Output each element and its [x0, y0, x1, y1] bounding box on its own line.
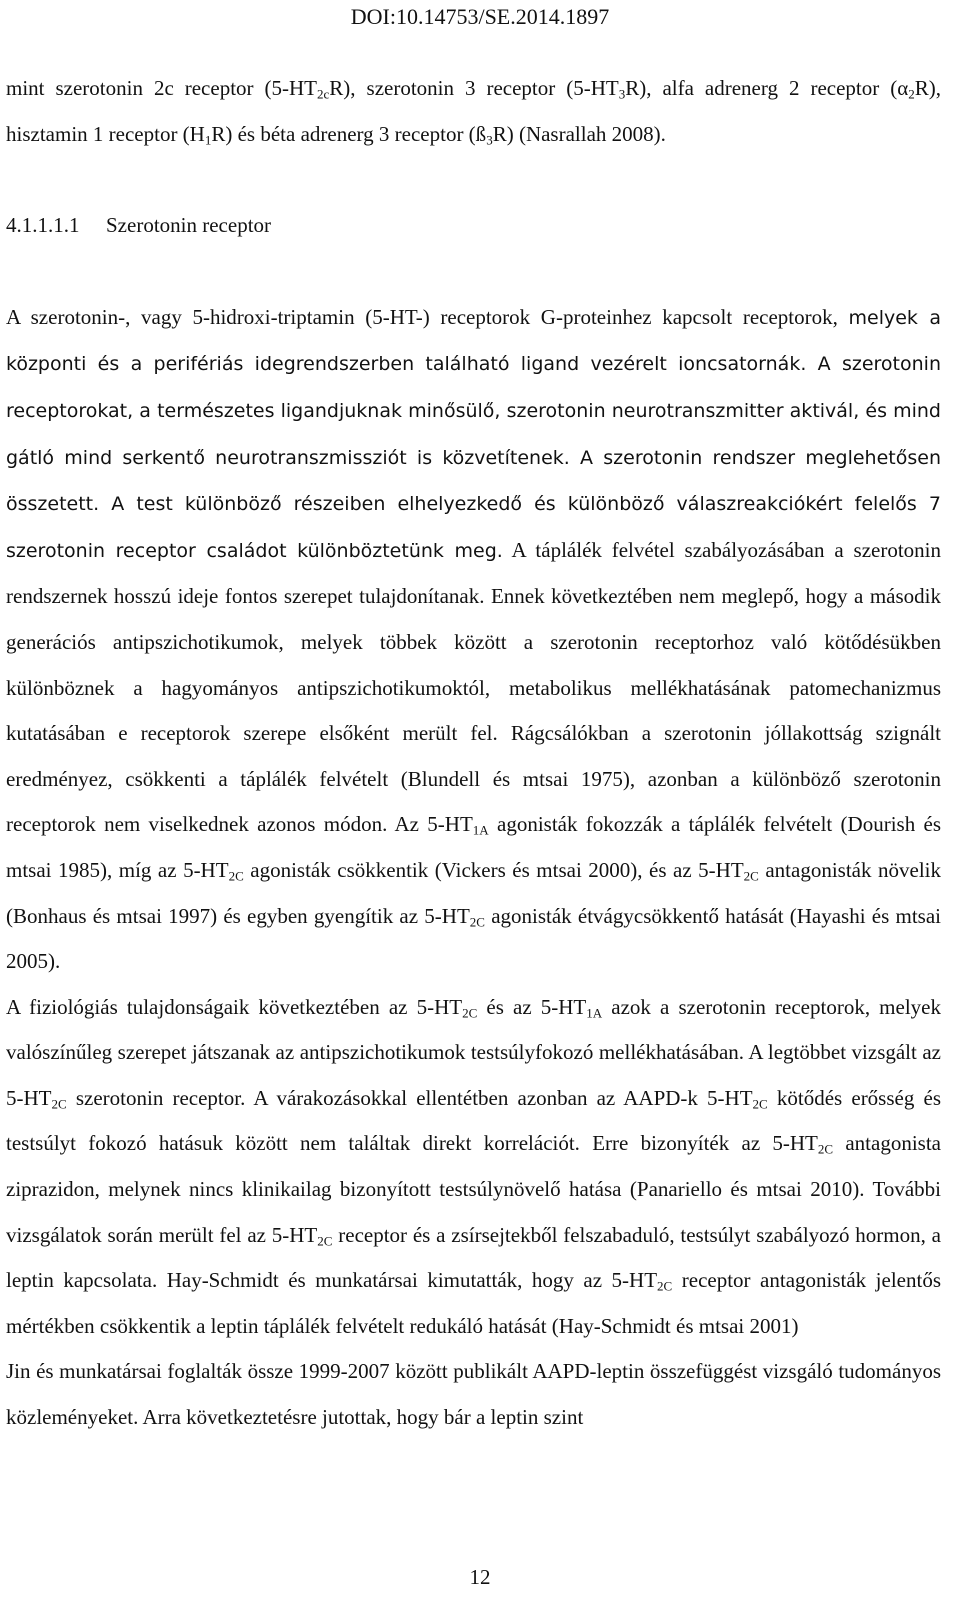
spacer [6, 249, 941, 295]
spacer [6, 157, 941, 203]
section-heading [6, 203, 941, 249]
section-title: Szerotonin receptor [106, 213, 272, 238]
paragraph-serotonin-receptors: A szerotonin-, vagy 5-hidroxi-triptamin (5-HT-) receptorok G-proteinhez kapcsolt receptorok, melyek a központi és a perifériás idegrendszerben található ligand vezérelt ioncsatornák. A szerotonin receptorokat, a természetes ligandjuknak minősülő, szerotonin neurotranszmitter aktivál, és mind gátló mind serkentő neurotranszmissziót is közvetítenek. A szerotonin rendszer meglehetősen összetett. A test különböző részeiben elhelyezkedő és különböző válaszreakciókért felelős 7 szerotonin receptor családot különböztetünk meg. A táplálék felvétel szabályozásában a szerotonin rendszernek hosszú ideje fontos szerepet tulajdonítanak. Ennek következtében nem meglepő, hogy a második generációs antipszichotikumok, melyek többek között a szerotonin receptorhoz való kötődésükben különböznek a hagyományos antipszichotikumoktól, metabolikus mellékhatásának patomechanizmus kutatásában e receptorok szerepe elsőként merült fel. Rágcsálókban a szerotonin jóllakottság szignált eredményez, csökkenti a táplálék felvételt (Blundell és mtsai 1975), azonban a különböző szerotonin receptorok nem viselkednek azonos módon. Az $5-HT_{1A}$ agonisták fokozzák a táplálék felvételt (Dourish és mtsai 1985), míg az $5-HT_{2C}$ agonisták csökkentik (Vickers és mtsai 2000), és az $5-HT_{2C}$ antagonisták növelik (Bonhaus és mtsai 1997) és egyben gyengítik az $5-HT_{2C}$ agonisták étvágycsökkentő hatását (Hayashi és mtsai 2005). [6, 304, 941, 974]
section-number: 4.1.1.1.1 [6, 213, 80, 238]
paragraph-physiology: A fiziológiás tulajdonságaik következtében az $5-HT_{2C}$ és az $5-HT_{1A}$ azok a szerotonin receptorok, melyek valószínűleg szerepet játszanak az antipszichotikumok testsúlyfokozó mellékhatásában. A legtöbbet vizsgált az $5-HT_{2C}$ szerotonin receptor. A várakozásokkal ellentétben azonban az AAPD-k $5-HT_{2C}$ kötődés erősség és testsúlyt fokozó hatásuk között nem találtak direkt korrelációt. Erre bizonyíték az $5-HT_{2C}$ antagonista ziprazidon, melynek nincs klinikailag bizonyított testsúlynövelő hatása (Panariello és mtsai 2010). További vizsgálatok során merült fel az $5-HT_{2C}$ receptor és a zsírsejtekből felszabaduló, testsúlyt szabályozó hormon, a leptin kapcsolata. Hay-Schmidt és munkatársai kimutatták, hogy az $5-HT_{2C}$ receptor antagonisták jelentős mértékben csökkentik a leptin táplálék felvételt redukáló hatását (Hay-Schmidt és mtsai 2001) [6, 994, 942, 1338]
paragraph-jin: Jin és munkatársai foglalták össze 1999-2007 között publikált AAPD-leptin összefüggést vizsgáló tudományos közleményeket. Arra következtetésre jutottak, hogy bár a leptin szint [6, 1359, 941, 1430]
page-number: 12 [469, 1565, 491, 1589]
doi-header: DOI:10.14753/SE.2014.1897 [350, 4, 610, 29]
body-text [6, 66, 941, 1441]
intro-paragraph: mint szerotonin 2c receptor $(5-HT_{2c}R)$, szerotonin 3 receptor $(5-HT_3R)$, alfa adrenerg 2 receptor $(\alpha_2R)$, hisztamin 1 receptor $(H_1R)$ és béta adrenerg 3 receptor $(ß_3R)$ (Nasrallah 2008). [6, 76, 941, 148]
